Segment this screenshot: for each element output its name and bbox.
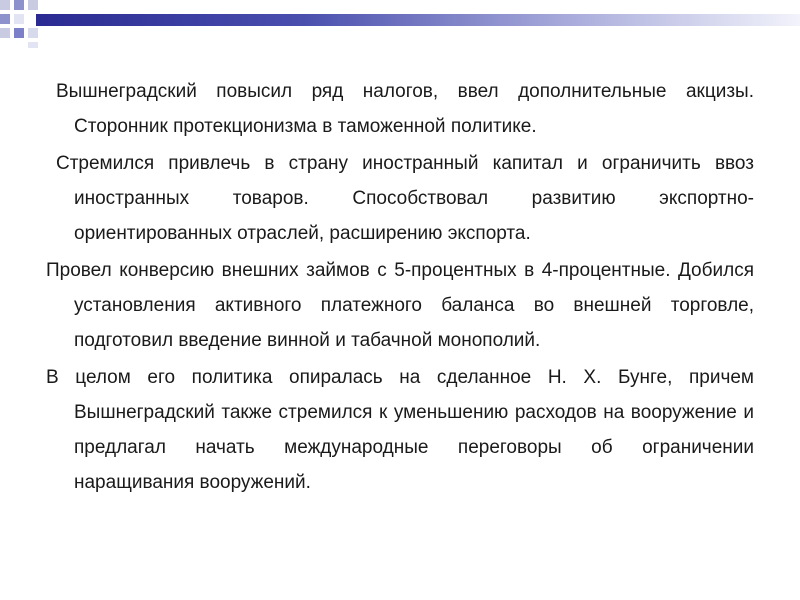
deco-square (14, 28, 24, 38)
deco-square (14, 0, 24, 10)
deco-square (28, 28, 38, 38)
paragraph-capital: Стремился привлечь в страну иностранный капитал и ограничить ввоз иностранных товаров. Способствовал развитию экспортно-ориентированных отраслей, расширению экспорта. (56, 153, 754, 244)
paragraph-taxes: Вышнеградский повысил ряд налогов, ввел дополнительные акцизы. Сторонник протекционизма в таможенной политике. (56, 81, 754, 137)
paragraph-conversion: Провел конверсию внешних займов с 5-процентных в 4-процентные. Добился установления активного платежного баланса во внешней торговле, подготовил введение винной и табачной монополий. (46, 260, 754, 351)
deco-square (28, 0, 38, 10)
deco-square (28, 42, 38, 48)
slide-header-decoration (0, 0, 800, 48)
deco-square (14, 14, 24, 24)
deco-square (0, 0, 10, 10)
header-gradient-bar (0, 0, 800, 48)
slide-body (46, 74, 754, 502)
header-gradient-stripe (36, 14, 800, 26)
paragraph-policy: В целом его политика опиралась на сделанное Н. Х. Бунге, причем Вышнеградский также стремился к уменьшению расходов на вооружение и предлагал начать международные переговоры об ограничении наращивания вооружений. (46, 367, 754, 493)
deco-square (0, 28, 10, 38)
deco-square (0, 14, 10, 24)
